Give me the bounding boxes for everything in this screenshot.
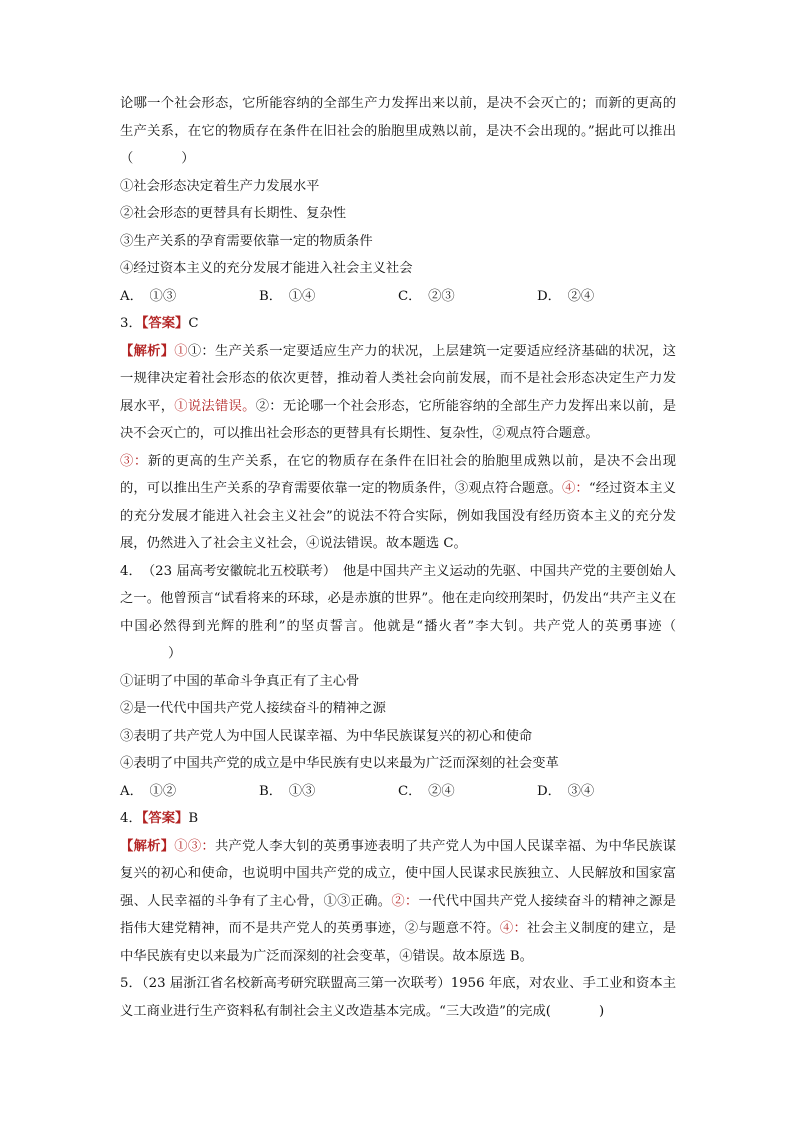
analysis-4: 【解析】①③：共产党人李大钊的英勇事迹表明了共产党人为中国人民谋幸福、为中华民族谋复兴的初心和使命，也说明中国共产党的成立，使中国人民谋求民族独立、人民解放和国家富强、人民幸福的斗争有了主心骨，①③正确。②：一代代中国共产党人接续奋斗的精神之源是指伟大建党精神，而不是共产党人的英勇事迹，②与题意不符。④：社会主义制度的建立，是中华民族有史以来最为广泛而深刻的社会变革，④错误。故本原选 B。 (120, 838, 677, 964)
question-2-continuation: 论哪一个社会形态，它所能容纳的全部生产力发挥出来以前，是决不会灭亡的；而新的更高的生产关系，在它的物质存在条件在旧社会的胎胞里成熟以前，是决不会出现的。”据此可以推出（ ） (120, 96, 676, 166)
analysis-tag: 【解析】 (120, 343, 175, 359)
option-c: C． ②④ (398, 783, 455, 799)
option-b: B． ①③ (259, 783, 316, 799)
analysis-3-part-2: ③：新的更高的生产关系，在它的物质存在条件在旧社会的胎胞里成熟以前，是决不会出现的，可以推出生产关系的孕育需要依靠一定的物质条件，③观点符合题意。④：“经过资本主义的充分发展才能进入社会主义社会”的说法不符合实际，例如我国没有经历资本主义的充分发展，仍然进入了社会主义社会，④说法错误。故本题选 C。 (120, 453, 677, 551)
question-2-item: ④经过资本主义的充分发展才能进入社会主义社会 (120, 261, 413, 276)
question-2-item: ③生产关系的孕育需要依靠一定的物质条件 (120, 233, 373, 249)
question-4-item: ③表明了共产党人为中国人民谋幸福、为中华民族谋复兴的初心和使命 (120, 728, 533, 744)
option-a: A． ①② (120, 783, 177, 799)
question-4-item: ④表明了中国共产党的成立是中华民族有史以来最为广泛而深刻的社会变革 (120, 756, 559, 771)
document-content (120, 90, 676, 1025)
question-4-stem: 4． （23 届高考安徽皖北五校联考） 他是中国共产主义运动的先驱、中国共产党的主要创始人之一。他曾预言“试看将来的环球，必是赤旗的世界”。他在走向绞刑架时，仍发出“共产主义在中国必然得到光辉的胜利”的坚贞誓言。他就是“播火者”李大钊。共产党人的英勇事迹（） (120, 563, 676, 661)
question-2-options (120, 283, 676, 311)
question-4-options (120, 778, 676, 806)
answer-tag: 【答案】 (141, 316, 189, 331)
analysis-3: 【解析】①①：生产关系一定要适应生产力的状况，上层建筑一定要适应经济基础的状况，这一规律决定着社会形态的依次更替，推动着人类社会向前发展，而不是社会形态决定生产力发展水平，①说法错误。②：无论哪一个社会形态，它所能容纳的全部生产力发挥出来以前，是决不会灭亡的，可以推出社会形态的更替具有长期性、复杂性，②观点符合题意。 (120, 343, 677, 441)
option-d: D． ②④ (537, 288, 595, 304)
question-4-item: ②是一代代中国共产党人接续奋斗的精神之源 (120, 701, 386, 716)
option-c: C． ②③ (398, 288, 455, 304)
option-a: A． ①③ (120, 288, 177, 304)
question-5-stem: 5．（23 届浙江省名校新高考研究联盟高三第一次联考）1956 年底，对农业、手工业和资本主义工商业进行生产资料私有制社会主义改造基本完成。“三大改造”的完成( ) (120, 976, 676, 1019)
answer-3: 3．【答案】C (120, 316, 199, 331)
answer-4: 4．【答案】B (120, 811, 199, 826)
question-4-item: ①证明了中国的革命斗争真正有了主心骨 (120, 673, 360, 689)
question-2-item: ①社会形态决定着生产力发展水平 (120, 178, 320, 194)
analysis-tag: 【解析】 (120, 838, 175, 854)
answer-tag: 【答案】 (141, 811, 189, 826)
option-d: D． ③④ (537, 783, 595, 799)
option-b: B． ①④ (259, 288, 316, 304)
question-2-item: ②社会形态的更替具有长期性、复杂性 (120, 206, 347, 221)
